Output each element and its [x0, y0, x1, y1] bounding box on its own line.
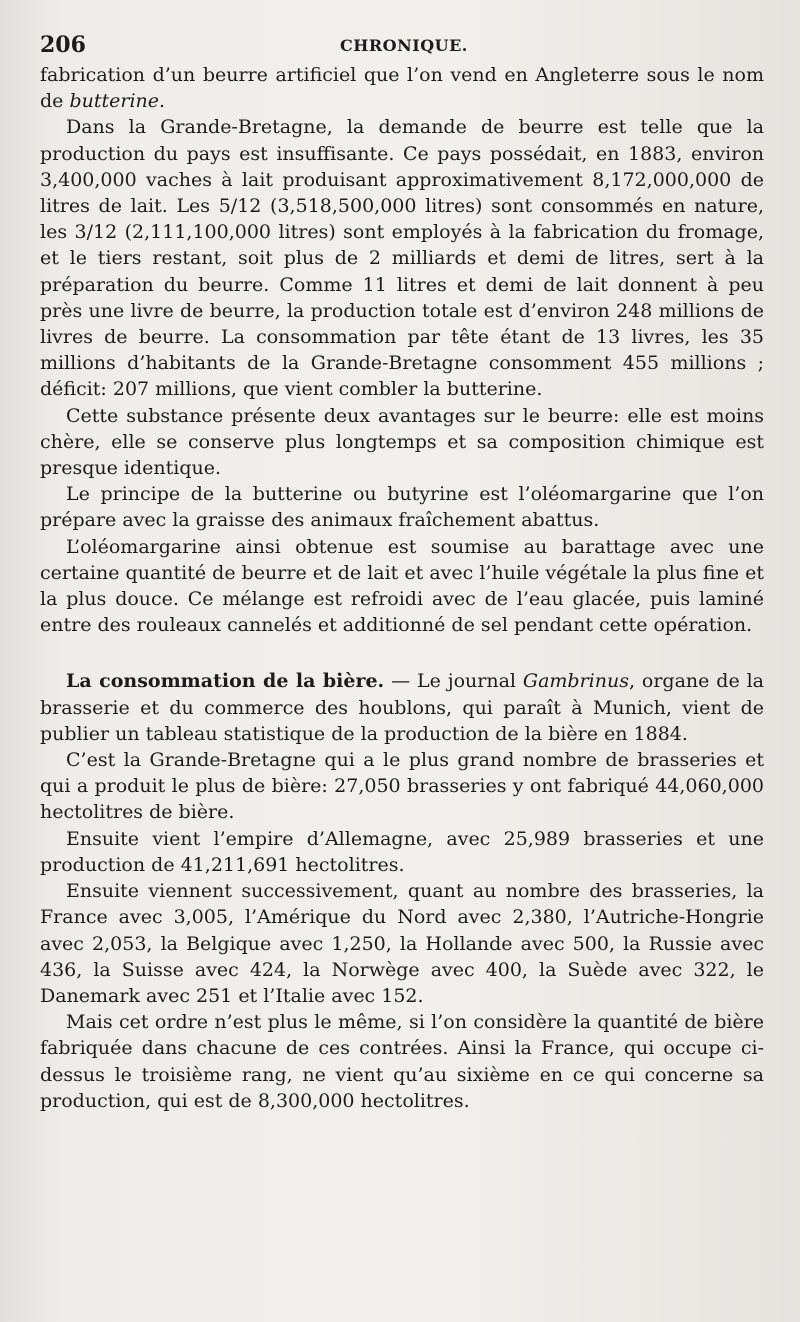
- running-head: [40, 26, 764, 62]
- paragraph-consommation-biere: [40, 668, 764, 747]
- running-title: CHRONIQUE.: [340, 36, 468, 55]
- paragraph-grande-bretagne-biere: C’est la Grande-Bretagne qui a le plus grand nombre de brasseries et qui a produit le plus de bière: 27,050 brasseries y ont fabriqué 44,060,000 hectolitres de bière.: [40, 749, 764, 824]
- section-gap: [40, 638, 764, 668]
- paragraph-text-end: , organe de la brasserie et du commerce des houblons, qui paraît à Munich, vient de publier un tableau statistique de la production de la bière en 1884.: [40, 670, 765, 745]
- paragraph-allemagne: Ensuite vient l’empire d’Allemagne, avec 25,989 brasseries et une production de 41,211,691 hectolitres.: [40, 827, 764, 876]
- italic-term-butterine: butterine: [69, 90, 160, 113]
- page-number: 206: [40, 32, 86, 58]
- italic-journal-name: Gambrinus: [522, 670, 629, 693]
- paragraph-text-end: .: [159, 90, 166, 113]
- paragraph-grande-bretagne-beurre: Dans la Grande-Bretagne, la demande de beurre est telle que la production du pays est insuffisante. Ce pays possédait, en 1883, environ 3,400,000 vaches à lait produisant approximativement 8,172,000,000 de litres de lait. Les 5/12 (3,518,500,000 litres) sont consommés en nature, les 3/12 (2,111,100,000 litres) sont employés à la fabrication du fromage, et le tiers restant, soit plus de 2 milliards et demi de litres, sert à la préparation du beurre. Comme 11 litres et demi de lait donnent à peu près une livre de beurre, la production totale est d’environ 248 millions de livres de beurre. La consommation par tête étant de 13 livres, les 35 millions d’habitants de la Grande-Bretagne consomment 455 millions ; déficit: 207 millions, que vient combler la butterine.: [40, 116, 764, 401]
- body-text: [40, 62, 764, 1114]
- paragraph-butterine-continuation: [40, 62, 764, 114]
- paragraph-text: fabrication d’un beurre artificiel que l’on vend en Angleterre sous le nom de: [40, 64, 764, 113]
- paragraph-text: — Le journal: [384, 670, 523, 693]
- paragraph-principe: Le principe de la butterine ou butyrine est l’oléomargarine que l’on prépare avec la graisse des animaux fraîchement abattus.: [40, 483, 764, 532]
- paragraph-ordre-production: Mais cet ordre n’est plus le même, si l’on considère la quantité de bière fabriquée dans chacune de ces contrées. Ainsi la France, qui occupe ci-dessus le troisième rang, ne vient qu’au sixième en ce qui concerne sa production, qui est de 8,300,000 hectolitres.: [40, 1011, 764, 1112]
- paragraph-avantages: Cette substance présente deux avantages sur le beurre: elle est moins chère, elle se conserve plus longtemps et sa composition chimique est presque identique.: [40, 404, 764, 480]
- paragraph-brasseries-pays: Ensuite viennent successivement, quant au nombre des brasseries, la France avec 3,005, l’Amérique du Nord avec 2,380, l’Autriche-Hongrie avec 2,053, la Belgique avec 1,250, la Hollande avec 500, la Russie avec 436, la Suisse avec 424, la Norwège avec 400, la Suède avec 322, le Danemark avec 251 et l’Italie avec 152.: [40, 880, 764, 1007]
- paragraph-oleomargarine: L’oléomargarine ainsi obtenue est soumise au barattage avec une certaine quantité de beurre et de lait et avec l’huile végétale la plus fine et la plus douce. Ce mélange est refroidi avec de l’eau glacée, puis laminé entre des rouleaux cannelés et additionné de sel pendant cette opération.: [40, 535, 764, 637]
- section-title: La consommation de la bière.: [66, 670, 385, 693]
